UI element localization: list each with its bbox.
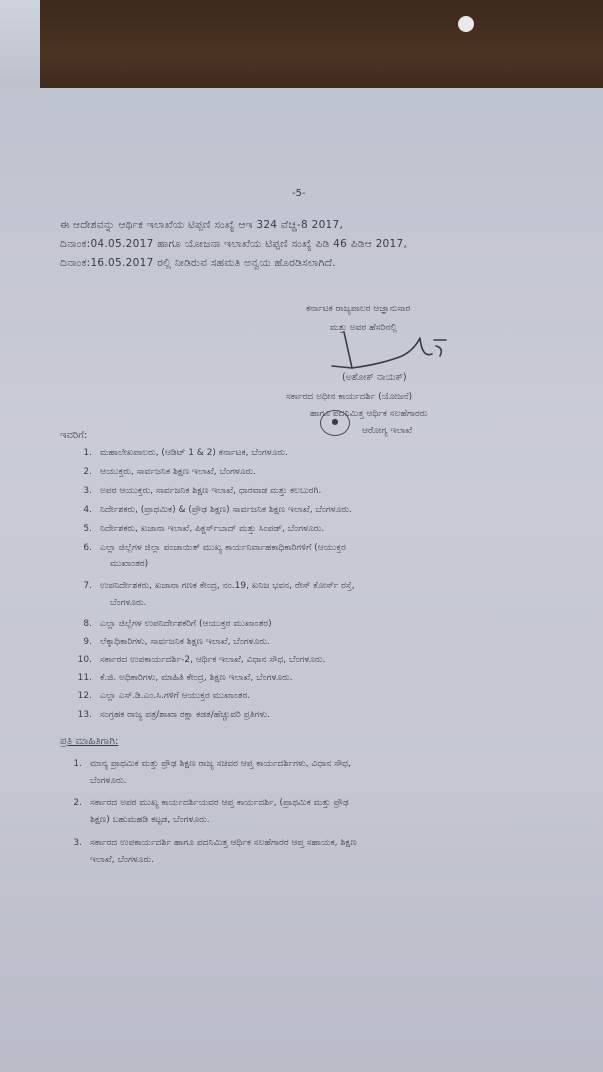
recipient-item: 7. ಉಪನಿರ್ದೇಶಕರು, ಖಜಾನಾ ಗಣಕ ಕೇಂದ್ರ, ನಂ.19, ಖನಿಜ ಭವನ, ರೇಸ್ ಕೋರ್ಸ್ ರಸ್ತೆ, <box>83 581 355 591</box>
copy-item: 1. ಮಾನ್ಯ ಪ್ರಾಥಮಿಕ ಮತ್ತು ಪ್ರೌಢ ಶಿಕ್ಷಣ ರಾಜ್ಯ ಸಚಿವರ ಆಪ್ತ ಕಾರ್ಯದರ್ಶಿಗಳು, ವಿಧಾನ ಸೌಧ, <box>73 759 351 769</box>
copy-item-continuation: ಶಿಕ್ಷಣ) ಬಹುಮಹಡಿ ಕಟ್ಟಡ, ಬೆಂಗಳೂರು. <box>90 815 210 825</box>
paragraph-line-2: ದಿನಾಂಕ:04.05.2017 ಹಾಗೂ ಯೋಜನಾ ಇಲಾಖೆಯ ಟಿಪ್ಪಣಿ ಸಂಖ್ಯೆ ಪಿಡಿ 46 ಪಿಡಿಆ 2017, <box>60 238 408 250</box>
recipient-item: 6. ಎಲ್ಲಾ ಜಿಲ್ಲೆಗಳ ಜಿಲ್ಲಾ ಪಂಚಾಯಿತ್ ಮುಖ್ಯ ಕಾರ್ಯನಿರ್ವಾಹಕಾಧಿಕಾರಿಗಳಿಗೆ (ಆಯುಕ್ತರ <box>83 543 346 553</box>
recipient-item: 12. ಎಲ್ಲಾ ಎಸ್.ಡಿ.ಎಂ.ಸಿ.ಗಳಿಗೆ ಆಯುಕ್ತರ ಮುಖಾಂತರ. <box>77 691 251 701</box>
to-label: ಇವರಿಗೆ: <box>60 430 88 441</box>
recipient-item: 10. ಸರ್ಕಾರದ ಉಪಕಾರ್ಯದರ್ಶಿ-2, ಆರ್ಥಿಕ ಇಲಾಖೆ, ವಿಧಾನ ಸೌಧ, ಬೆಂಗಳೂರು. <box>77 655 326 665</box>
recipient-item-continuation: ಬೆಂಗಳೂರು. <box>110 598 147 608</box>
recipient-item: 1. ಮಹಾಲೇಖಪಾಲರು, (ಆಡಿಟ್ 1 & 2) ಕರ್ನಾಟಕ, ಬೆಂಗಳೂರು. <box>83 448 288 458</box>
recipient-item: 4. ನಿರ್ದೇಶಕರು, (ಪ್ರಾಥಮಿಕ) & (ಪ್ರೌಢ ಶಿಕ್ಷಣ) ಸಾರ್ವಜನಿಕ ಶಿಕ್ಷಣ ಇಲಾಖೆ, ಬೆಂಗಳೂರು. <box>83 505 352 515</box>
signatory-name: (ಅಶೋಕ್ ನಾಯಕ್) <box>342 372 407 383</box>
sign-authority-line-2: ಮತ್ತು ಅವರ ಹೆಸರಿನಲ್ಲಿ <box>330 323 398 333</box>
signatory-designation-2: ಹಾಗೂ ಪದನಿಮಿತ್ತ ಆರ್ಥಿಕ ಸಲಹೆಗಾರರು <box>310 409 428 419</box>
copy-item: 3. ಸರ್ಕಾರದ ಉಪಕಾರ್ಯದರ್ಶಿ ಹಾಗೂ ಪದನಿಮಿತ್ತ ಆರ್ಥಿಕ ಸಲಹೆಗಾರರ ಆಪ್ತ ಸಹಾಯಕ, ಶಿಕ್ಷಣ <box>73 838 357 848</box>
recipient-item: 9. ಲೆಕ್ಕಾಧಿಕಾರಿಗಳು, ಸಾರ್ವಜನಿಕ ಶಿಕ್ಷಣ ಇಲಾಖೆ, ಬೆಂಗಳೂರು. <box>83 637 270 647</box>
office-stamp: ● <box>320 410 350 436</box>
page-number: -5- <box>292 188 306 199</box>
recipient-item: 8. ಎಲ್ಲಾ ಜಿಲ್ಲೆಗಳ ಉಪನಿರ್ದೇಶಕರಿಗೆ (ಆಯುಕ್ತರ ಮುಖಾಂತರ) <box>83 619 272 629</box>
recipient-item: 11. ಕೆ.ಜಿ. ಅಧಿಕಾರಿಗಳು, ಮಾಹಿತಿ ಕೇಂದ್ರ, ಶಿಕ್ಷಣ ಇಲಾಖೆ, ಬೆಂಗಳೂರು. <box>77 673 293 683</box>
paragraph-line-3: ದಿನಾಂಕ:16.05.2017 ರಲ್ಲಿ ನೀಡಿರುವ ಸಹಮತಿ ಅನ್ವಯ ಹೊರಡಿಸಲಾಗಿದೆ. <box>60 257 336 269</box>
recipient-item: 13. ಸಂಗ್ರಹಕ ರಾಜ್ಯ ಪತ್ರ/ಶಾಖಾ ರಕ್ಷಾ ಕಡತ/ಹೆಚ್ಚುವರಿ ಪ್ರತಿಗಳು. <box>77 710 271 720</box>
recipient-item: 2. ಆಯುಕ್ತರು, ಸಾರ್ವಜನಿಕ ಶಿಕ್ಷಣ ಇಲಾಖೆ, ಬೆಂಗಳೂರು. <box>83 467 256 477</box>
document-page <box>0 88 603 1072</box>
recipient-item: 3. ಅಪರ ಆಯುಕ್ತರು, ಸಾರ್ವಜನಿಕ ಶಿಕ್ಷಣ ಇಲಾಖೆ, ಧಾರವಾಡ ಮತ್ತು ಕಲಬುರಗಿ. <box>83 486 322 496</box>
recipient-item-continuation: ಮುಖಾಂತರ) <box>110 559 149 569</box>
sign-authority-line-1: ಕರ್ನಾಟಕ ರಾಜ್ಯಪಾಲರ ಆಜ್ಞಾನುಸಾರ <box>306 304 411 314</box>
copy-item: 2. ಸರ್ಕಾರದ ಅಪರ ಮುಖ್ಯ ಕಾರ್ಯದರ್ಶಿಯವರ ಆಪ್ತ ಕಾರ್ಯದರ್ಶಿ, (ಪ್ರಾಥಮಿಕ ಮತ್ತು ಪ್ರೌಢ <box>73 798 349 808</box>
signatory-designation-3: ಆರೋಗ್ಯ ಇಲಾಖೆ <box>362 426 413 436</box>
recipient-item: 5. ನಿರ್ದೇಶಕರು, ಖಜಾನಾ ಇಲಾಖೆ, ಪಿಕ್ಚರ್ಸ್‌ಬಾದ್ ಮತ್ತು ಸಿಂಪಡ್, ಬೆಂಗಳೂರು. <box>83 524 325 534</box>
copy-item-continuation: ಬೆಂಗಳೂರು. <box>90 776 127 786</box>
punch-hole <box>458 16 474 32</box>
copy-item-continuation: ಇಲಾಖೆ, ಬೆಂಗಳೂರು. <box>90 855 154 865</box>
signatory-designation-1: ಸರ್ಕಾರದ ಅಧೀನ ಕಾರ್ಯದರ್ಶಿ (ಯೋಜನೆ) <box>286 392 413 402</box>
copy-label: ಪ್ರತಿ ಮಾಹಿತಿಗಾಗಿ: <box>60 736 119 747</box>
paragraph-line-1: ಈ ಆದೇಶವನ್ನು ಆರ್ಥಿಕ ಇಲಾಖೆಯ ಟಿಪ್ಪಣಿ ಸಂಖ್ಯೆ ಆಇ 324 ವೆಚ್ಚ-8 2017, <box>60 219 344 231</box>
table-surface <box>0 0 603 95</box>
